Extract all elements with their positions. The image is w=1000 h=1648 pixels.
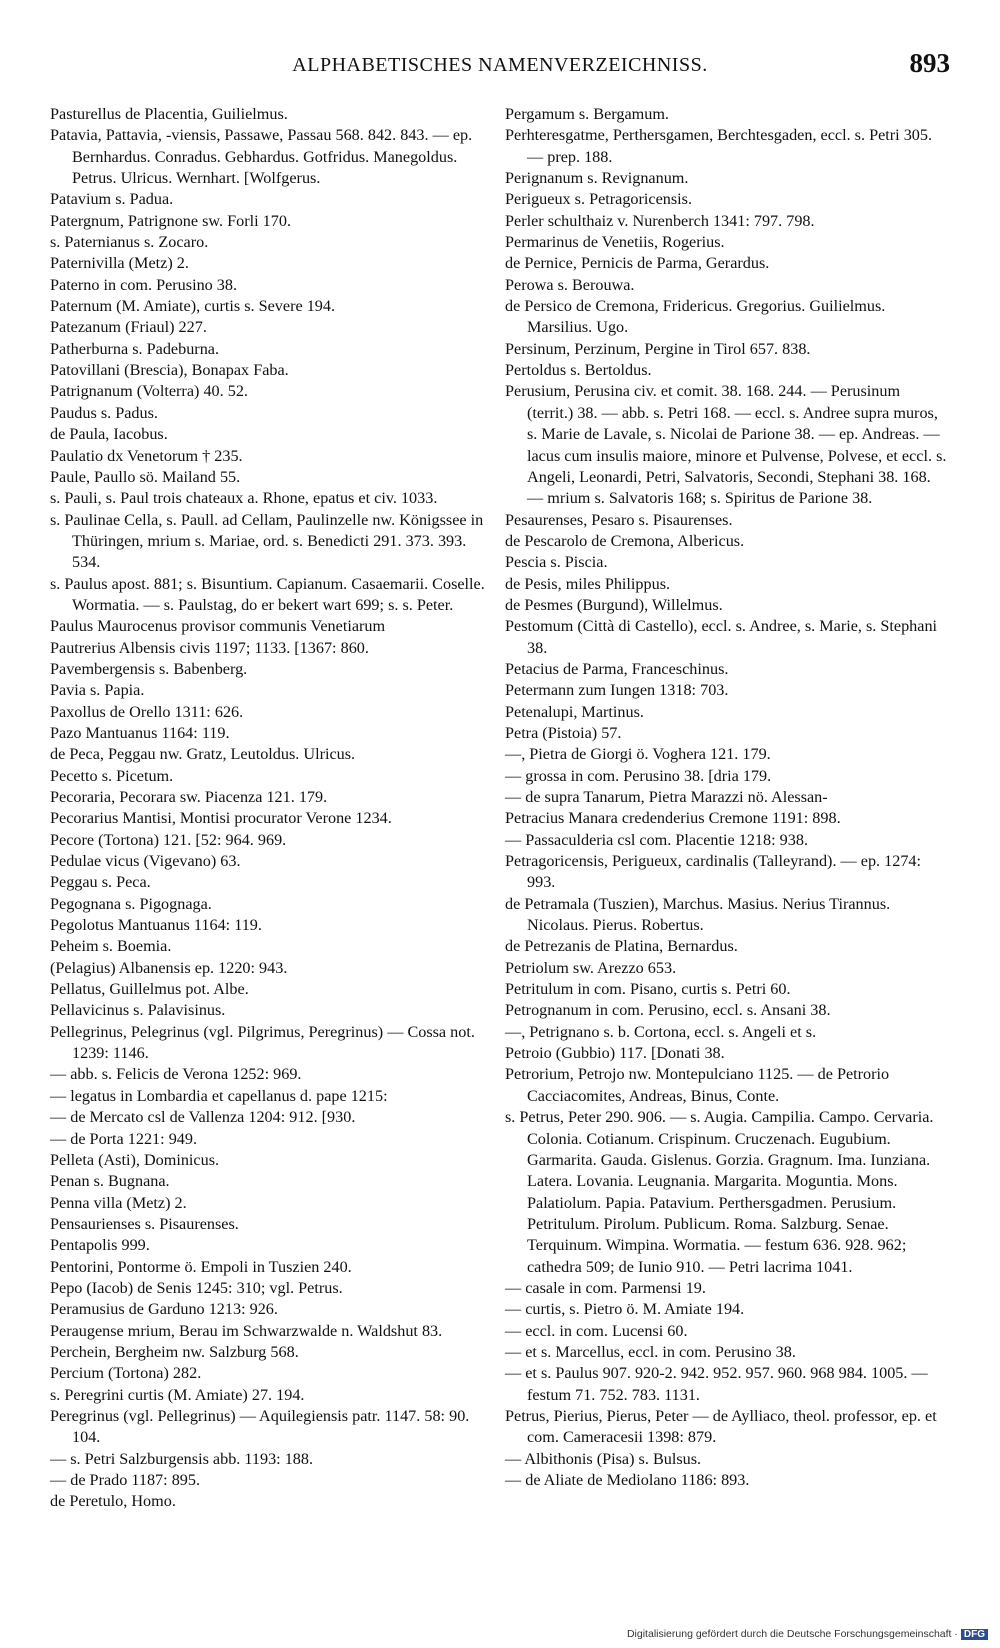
index-entry: — casale in com. Parmensi 19. <box>505 1278 706 1297</box>
index-entry: Percium (Tortona) 282. <box>50 1364 202 1383</box>
index-entry: de Pernice, Pernicis de Parma, Gerardus. <box>505 254 770 273</box>
index-entry: — Albithonis (Pisa) s. Bulsus. <box>505 1449 702 1468</box>
index-entry: Peggau s. Peca. <box>50 873 151 892</box>
index-entry: Paternivilla (Metz) 2. <box>50 254 189 273</box>
index-entry: Petermann zum Iungen 1318: 703. <box>505 681 729 700</box>
index-entry: — eccl. in com. Lucensi 60. <box>505 1321 688 1340</box>
index-entry: — de supra Tanarum, Pietra Marazzi nö. Alessan- <box>505 788 828 806</box>
index-entry: s. Pauli, s. Paul trois chateaux a. Rhone, epatus et civ. 1033. <box>50 489 438 508</box>
index-entry: Perigueux s. Petragoricensis. <box>505 190 693 209</box>
index-entry: Paule, Paullo sö. Mailand 55. <box>50 467 241 486</box>
index-entry: —, Petrignano s. b. Cortona, eccl. s. Angeli et s. <box>505 1022 817 1041</box>
index-entry: de Pesis, miles Philippus. <box>505 574 671 593</box>
index-entry: Paxollus de Orello 1311: 626. <box>50 702 244 721</box>
index-entry: Pertoldus s. Bertoldus. <box>505 361 652 380</box>
index-entry: Petriolum sw. Arezzo 653. <box>505 958 677 977</box>
index-entry: Perchein, Bergheim nw. Salzburg 568. <box>50 1342 299 1361</box>
index-entry: s. Paternianus s. Zocaro. <box>50 233 209 252</box>
index-entry: Perowa s. Berouwa. <box>505 275 635 294</box>
index-entry: Patezanum (Friaul) 227. <box>50 318 207 337</box>
index-entry: Petra (Pistoia) 57. <box>505 723 622 742</box>
index-entry: — abb. s. Felicis de Verona 1252: 969. <box>50 1065 302 1084</box>
index-entry: — de Mercato csl de Vallenza 1204: 912. [930. <box>50 1108 356 1127</box>
index-entry: de Peca, Peggau nw. Gratz, Leutoldus. Ulricus. <box>50 745 356 764</box>
index-entry: — grossa in com. Perusino 38. [dria 179. <box>505 766 772 785</box>
index-entry: Pedulae vicus (Vigevano) 63. <box>50 852 241 871</box>
index-entry: Persinum, Perzinum, Pergine in Tirol 657. 838. <box>505 339 811 358</box>
index-entry: Pecoraria, Pecorara sw. Piacenza 121. 179. <box>50 788 328 806</box>
index-entry: s. Paulinae Cella, s. Paull. ad Cellam, Paulinzelle nw. Königssee in Thüringen, mrium s. Mariae, ord. s. Benedicti 291. 373. 393. 534. <box>50 510 484 572</box>
index-entry: Petracius Manara credenderius Cremone 1191: 898. <box>505 809 841 828</box>
index-entry: Petroio (Gubbio) 117. [Donati 38. <box>505 1044 725 1063</box>
index-entry: Perhteresgatme, Perthersgamen, Berchtesgaden, eccl. s. Petri 305. — prep. 188. <box>505 126 933 166</box>
index-entry: de Petramala (Tuszien), Marchus. Masius. Nerius Tirannus. Nicolaus. Pierus. Robertus. <box>505 894 891 935</box>
index-entry: Petritulum in com. Pisano, curtis s. Petri 60. <box>505 980 791 999</box>
index-entry: — Passaculderia csl com. Placentie 1218: 938. <box>505 830 808 849</box>
index-entry: Pecorarius Mantisi, Montisi procurator Verone 1234. <box>50 809 392 828</box>
footer-credit <box>627 1628 988 1640</box>
index-entry: — s. Petri Salzburgensis abb. 1193: 188. <box>50 1449 314 1468</box>
index-entry: — de Aliate de Mediolano 1186: 893. <box>505 1471 750 1489</box>
index-entry: Penan s. Bugnana. <box>50 1172 170 1191</box>
index-entry: Pegolotus Mantuanus 1164: 119. <box>50 916 262 935</box>
dfg-logo: DFG <box>961 1629 988 1640</box>
index-entry: Petacius de Parma, Franceschinus. <box>505 659 729 678</box>
index-entry: Pellatus, Guillelmus pot. Albe. <box>50 980 249 999</box>
index-entry: Pescia s. Piscia. <box>505 553 608 572</box>
index-entry: Pellegrinus, Pelegrinus (vgl. Pilgrimus, Peregrinus) — Cossa not. 1239: 1146. <box>50 1022 475 1063</box>
footer-text: Digitalisierung gefördert durch die Deutsche Forschungsgemeinschaft · <box>626 1628 958 1640</box>
index-entry: Pentapolis 999. <box>50 1236 150 1255</box>
index-entry: — legatus in Lombardia et capellanus d. pape 1215: <box>50 1086 388 1105</box>
index-entry: Perignanum s. Revignanum. <box>505 169 689 188</box>
index-entry: Petenalupi, Martinus. <box>505 702 644 721</box>
index-entry: Pecetto s. Picetum. <box>50 766 174 785</box>
index-entry: Pensaurienses s. Pisaurenses. <box>50 1214 239 1233</box>
page-header <box>50 48 950 84</box>
index-entry: Petragoricensis, Perigueux, cardinalis (Talleyrand). — ep. 1274: 993. <box>505 852 922 892</box>
page-title: ALPHABETISCHES NAMENVERZEICHNISS. <box>292 54 708 76</box>
index-entry: — et s. Paulus 907. 920-2. 942. 952. 957. 960. 968 984. 1005. — festum 71. 752. 783. 1131. <box>505 1364 928 1404</box>
index-entry: Petrorium, Petrojo nw. Montepulciano 1125. — de Petrorio Cacciacomites, Andreas, Binus, Conte. <box>505 1065 890 1105</box>
index-entry: Pavia s. Papia. <box>50 681 145 700</box>
index-entry: Paterno in com. Perusino 38. <box>50 275 238 294</box>
index-entry: de Pesmes (Burgund), Willelmus. <box>505 595 723 614</box>
index-entry: Paulus Maurocenus provisor communis Venetiarum <box>50 617 386 636</box>
index-entry: Pesaurenses, Pesaro s. Pisaurenses. <box>505 510 733 529</box>
index-entry: Pestomum (Città di Castello), eccl. s. Andree, s. Marie, s. Stephani 38. <box>505 617 938 657</box>
index-entry: Paternum (M. Amiate), curtis s. Severe 194. <box>50 297 336 316</box>
index-entry: Pazo Mantuanus 1164: 119. <box>50 723 230 742</box>
index-entry: Pautrerius Albensis civis 1197; 1133. [1367: 860. <box>50 638 369 657</box>
index-entry: Perler schulthaiz v. Nurenberch 1341: 797. 798. <box>505 211 815 230</box>
index-entry: Pasturellus de Placentia, Guilielmus. <box>50 105 288 123</box>
left-column <box>50 104 494 1513</box>
index-entry: de Persico de Cremona, Fridericus. Gregorius. Guilielmus. Marsilius. Ugo. <box>505 297 886 337</box>
index-entry: Pegognana s. Pigognaga. <box>50 894 212 913</box>
index-entry: Permarinus de Venetiis, Rogerius. <box>505 233 725 252</box>
index-entry: Patavium s. Padua. <box>50 190 174 209</box>
index-entry: Pentorini, Pontorme ö. Empoli in Tuszien 240. <box>50 1257 352 1276</box>
index-entry: — de Porta 1221: 949. <box>50 1129 198 1148</box>
index-entry: Paudus s. Padus. <box>50 403 158 422</box>
index-entry: Patrignanum (Volterra) 40. 52. <box>50 382 248 401</box>
index-entry: Patergnum, Patrignone sw. Forli 170. <box>50 211 292 230</box>
index-entry: Pergamum s. Bergamum. <box>505 105 669 123</box>
index-entry: Pepo (Iacob) de Senis 1245: 310; vgl. Petrus. <box>50 1278 343 1297</box>
index-entry: s. Peregrini curtis (M. Amiate) 27. 194. <box>50 1385 305 1404</box>
page-number: 893 <box>909 48 950 78</box>
right-column <box>505 104 949 1491</box>
index-entry: Paulatio dx Venetorum † 235. <box>50 446 243 465</box>
index-entry: Patavia, Pattavia, -viensis, Passawe, Passau 568. 842. 843. — ep. Bernhardus. Conradus. Gebhardus. Gotfridus. Manegoldus. Petrus. Ulricus. Wernhart. [Wolfgerus. <box>50 126 473 188</box>
index-entry: — de Prado 1187: 895. <box>50 1471 201 1489</box>
index-entry: Perusium, Perusina civ. et comit. 38. 168. 244. — Perusinum (territ.) 38. — abb. s. Petri 168. — eccl. s. Andree supra muros, s. Marie de Lavale, s. Nicolai de Parione 38. — ep. Andreas. — lacus cum insulis maiore, minore et Pulvense, Polvese, et eccl. s. Angeli, Leonardi, Petri, Salvatoris, Secondi, Stephani 38. 168. — mrium s. Salvatoris 168; s. Spiritus de Parione 38. <box>505 382 947 508</box>
index-entry: Patherburna s. Padeburna. <box>50 339 220 358</box>
index-entry: Pavembergensis s. Babenberg. <box>50 659 248 678</box>
index-entry: Peramusius de Garduno 1213: 926. <box>50 1300 278 1319</box>
index-entry: Penna villa (Metz) 2. <box>50 1193 187 1212</box>
index-entry: — et s. Marcellus, eccl. in com. Perusino 38. <box>505 1342 796 1361</box>
index-entry: Petrus, Pierius, Pierus, Peter — de Aylliaco, theol. professor, ep. et com. Cameracesii 1398: 879. <box>505 1406 937 1447</box>
index-entry: Patovillani (Brescia), Bonapax Faba. <box>50 361 289 380</box>
index-entry: de Pescarolo de Cremona, Albericus. <box>505 531 745 550</box>
index-entry: Peregrinus (vgl. Pellegrinus) — Aquilegiensis patr. 1147. 58: 90. 104. <box>50 1406 470 1447</box>
index-entry: — curtis, s. Pietro ö. M. Amiate 194. <box>505 1300 745 1319</box>
index-entry: Petrognanum in com. Perusino, eccl. s. Ansani 38. <box>505 1001 831 1020</box>
index-entry: de Petrezanis de Platina, Bernardus. <box>505 937 738 956</box>
index-entry: de Peretulo, Homo. <box>50 1492 176 1511</box>
index-entry: s. Paulus apost. 881; s. Bisuntium. Capianum. Casaemarii. Coselle. Wormatia. — s. Paulstag, do er bekert wart 699; s. s. Peter. <box>50 574 485 614</box>
index-entry: —, Pietra de Giorgi ö. Voghera 121. 179. <box>505 745 771 764</box>
index-entry: s. Petrus, Peter 290. 906. — s. Augia. Campilia. Campo. Cervaria. Colonia. Cotianum. Crispinum. Cruczenach. Eugubium. Garmarita. Gauda. Gislenus. Gorzia. Gragnum. Ima. Iunziana. Latera. Lovania. Leugnania. Margarita. Moguntia. Mons. Palatiolum. Papia. Patavium. Perthersgadmen. Perusium. Petritulum. Pirolum. Publicum. Roma. Salzburg. Senae. Terquinum. Wimpina. Wormatia. — festum 636. 928. 962; cathedra 509; de Iunio 910. — Petri lacrima 1041. <box>505 1108 934 1276</box>
index-entry: Peheim s. Boemia. <box>50 937 172 956</box>
index-entry: Pecore (Tortona) 121. [52: 964. 969. <box>50 830 287 849</box>
index-entry: de Paula, Iacobus. <box>50 425 168 444</box>
index-entry: (Pelagius) Albanensis ep. 1220: 943. <box>50 958 288 977</box>
index-entry: Peraugense mrium, Berau im Schwarzwalde n. Waldshut 83. <box>50 1321 443 1340</box>
index-entry: Pelleta (Asti), Dominicus. <box>50 1150 220 1169</box>
index-entry: Pellavicinus s. Palavisinus. <box>50 1001 226 1020</box>
